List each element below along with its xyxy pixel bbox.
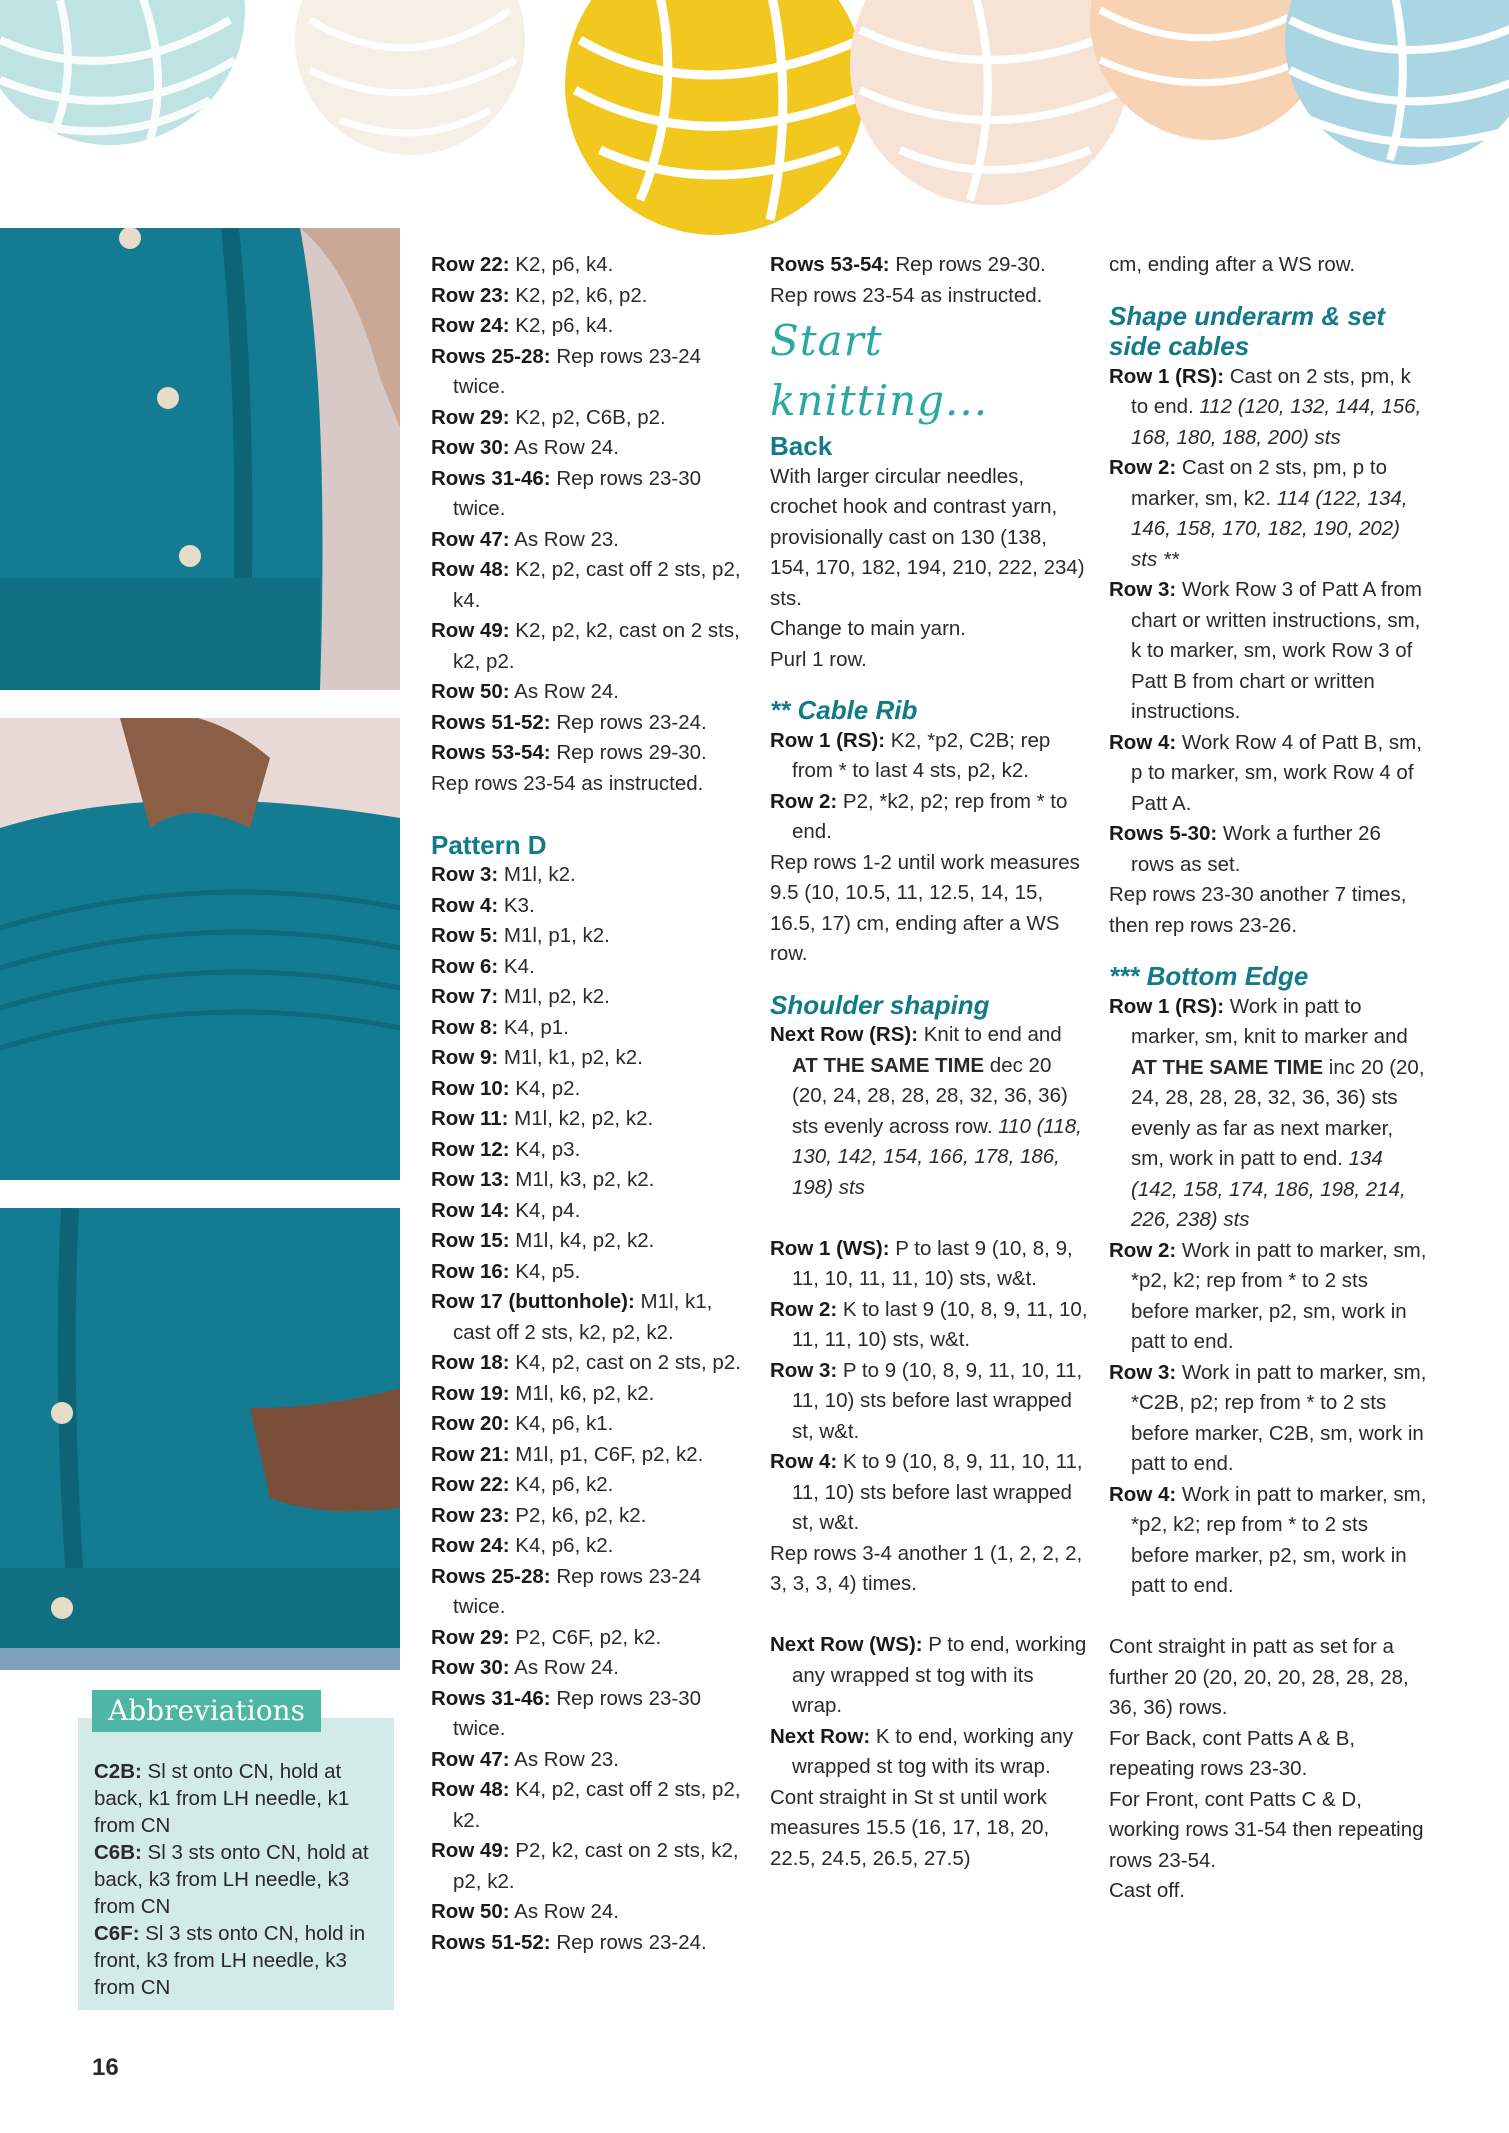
pattern-row: Row 1 (WS): P to last 9 (10, 8, 9, 11, 10, 11, 11, 10) sts, w&t. <box>770 1236 1073 1290</box>
page-number: 16 <box>92 2054 119 2081</box>
abbr-c2b: C2B: Sl st onto CN, hold at back, k1 from LH needle, k1 from CN <box>94 1760 350 1837</box>
abbr-c6f: C6F: Sl 3 sts onto CN, hold in front, k3 from LH needle, k3 from CN <box>94 1922 366 1999</box>
yarn-ball-yellow-icon <box>565 0 865 235</box>
pattern-row: Row 5: M1l, p1, k2. <box>431 924 610 947</box>
pattern-row: Row 15: M1l, k4, p2, k2. <box>431 1229 655 1252</box>
column-3 <box>1109 250 1429 1907</box>
pattern-row: Row 1 (RS): Cast on 2 sts, pm, k to end. 112 (120, 132, 144, 156, 168, 180, 188, 200) sts <box>1109 364 1422 449</box>
pattern-row: Rows 51-52: Rep rows 23-24. <box>431 1930 707 1954</box>
bottom-edge-row-1: Row 1 (RS): Work in patt to marker, sm, knit to marker and AT THE SAME TIME inc 20 (20, 24, 28, 28, 28, 32, 36, 36) sts evenly as far as next marker, sm, work in patt to end. 134 (142, 158, 174, 186, 198, 214, 226, 238) sts <box>1109 994 1425 1231</box>
finishing-line: Cont straight in patt as set for a further 20 (20, 20, 20, 28, 28, 28, 36, 36) rows. <box>1109 1635 1409 1719</box>
pattern-row: Row 48: K2, p2, cast off 2 sts, p2, k4. <box>431 558 741 612</box>
pattern-row: Rows 5-30: Work a further 26 rows as set. <box>1109 822 1381 876</box>
pattern-row: Row 4: K to 9 (10, 8, 9, 11, 10, 11, 11, 10) sts before last wrapped st, w&t. <box>770 1450 1083 1534</box>
abbr-c6b: C6B: Sl 3 sts onto CN, hold at back, k3 from LH needle, k3 from CN <box>94 1841 369 1918</box>
pattern-row: Row 30: As Row 24. <box>431 436 619 459</box>
back-text-2: Change to main yarn. <box>770 617 967 640</box>
pattern-row: Next Row (WS): P to end, working any wrapped st tog with its wrap. <box>770 1633 1087 1717</box>
pattern-row: Row 48: K4, p2, cast off 2 sts, p2, k2. <box>431 1778 741 1832</box>
pattern-d-rows <box>431 860 743 1958</box>
pattern-row: Row 3: Work Row 3 of Patt A from chart or written instructions, sm, k to marker, sm, work Row 3 of Patt B from chart or written instructions. <box>1109 578 1422 723</box>
pattern-row: Row 23: K2, p2, k6, p2. <box>431 283 648 307</box>
sweater-photo-yoke <box>0 718 400 1180</box>
back-text: With larger circular needles, crochet hook and contrast yarn, provisionally cast on 130 (138, 154, 170, 182, 194, 210, 222, 234) sts. <box>770 464 1085 610</box>
back-text-3: Purl 1 row. <box>770 647 867 671</box>
pattern-row: Row 11: M1l, k2, p2, k2. <box>431 1107 654 1130</box>
pattern-row: Row 24: K2, p6, k4. <box>431 314 614 337</box>
pattern-row: Row 3: M1l, k2. <box>431 863 576 886</box>
pattern-row: Row 49: K2, p2, k2, cast on 2 sts, k2, p2. <box>431 619 740 673</box>
bottom-edge-heading: *** Bottom Edge <box>1109 961 1309 991</box>
bottom-edge-rows <box>1109 1236 1429 1602</box>
yarn-ball-blue-icon <box>1285 0 1509 165</box>
pattern-row: Row 49: P2, k2, cast on 2 sts, k2, p2, k2. <box>431 1839 739 1893</box>
short-row-rows <box>770 1234 1088 1600</box>
pattern-row: Row 29: K2, p2, C6B, p2. <box>431 405 666 429</box>
pattern-row: Row 12: K4, p3. <box>431 1137 581 1161</box>
column-2 <box>770 250 1088 1874</box>
spacer <box>431 799 743 830</box>
pattern-c-rows <box>431 250 743 799</box>
pattern-row: Row 19: M1l, k6, p2, k2. <box>431 1381 655 1405</box>
pattern-row: Row 23: P2, k6, p2, k2. <box>431 1503 647 1527</box>
spacer <box>770 970 1088 990</box>
pattern-row: Row 20: K4, p6, k1. <box>431 1412 614 1435</box>
pattern-row: Rows 25-28: Rep rows 23-24 twice. <box>431 344 702 398</box>
finishing-line: Cast off. <box>1109 1879 1185 1902</box>
pattern-row: Rep rows 1-2 until work measures 9.5 (10, 10.5, 11, 12.5, 14, 15, 16.5, 17) cm, ending after a WS row. <box>770 850 1080 965</box>
pattern-row: Row 2: P2, *k2, p2; rep from * to end. <box>770 789 1068 843</box>
pattern-row: Rows 31-46: Rep rows 23-30 twice. <box>431 466 702 520</box>
spacer <box>1109 281 1429 301</box>
pattern-row: Rep rows 3-4 another 1 (1, 2, 2, 2, 3, 3, 3, 4) times. <box>770 1541 1083 1595</box>
pattern-row: Row 17 (buttonhole): M1l, k1, cast off 2 sts, k2, p2, k2. <box>431 1290 713 1344</box>
pattern-row: Row 24: K4, p6, k2. <box>431 1534 614 1557</box>
pattern-row: Row 21: M1l, p1, C6F, p2, k2. <box>431 1442 704 1466</box>
pattern-row: Row 14: K4, p4. <box>431 1198 581 1222</box>
yarn-ball-cream-icon <box>295 0 525 155</box>
pattern-row: Row 4: Work Row 4 of Patt B, sm, p to marker, sm, work Row 4 of Patt A. <box>1109 730 1422 815</box>
pattern-row: Row 47: As Row 23. <box>431 527 619 551</box>
pattern-d-end-rows <box>770 250 1088 311</box>
pattern-row: Row 3: P to 9 (10, 8, 9, 11, 10, 11, 11, 10) sts before last wrapped st, w&t. <box>770 1358 1083 1443</box>
finishing-line: For Back, cont Patts A & B, repeating rows 23-30. <box>1109 1726 1356 1780</box>
pattern-row: Rows 53-54: Rep rows 29-30. <box>431 741 707 764</box>
pattern-row: Next Row: K to end, working any wrapped st tog with its wrap. <box>770 1724 1074 1778</box>
pattern-row: Row 2: Work in patt to marker, sm, *p2, k2; rep from * to 2 sts before marker, p2, sm, work in patt to end. <box>1109 1238 1427 1353</box>
cont-text: cm, ending after a WS row. <box>1109 253 1356 276</box>
pattern-row: Row 50: As Row 24. <box>431 1900 619 1923</box>
yarn-ball-peach-icon <box>850 0 1130 205</box>
pattern-row: Row 4: Work in patt to marker, sm, *p2, k2; rep from * to 2 sts before marker, p2, sm, work in patt to end. <box>1109 1482 1427 1597</box>
pattern-row: Row 3: Work in patt to marker, sm, *C2B, p2; rep from * to 2 sts before marker, C2B, sm, work in patt to end. <box>1109 1360 1427 1475</box>
cable-rib-heading: ** Cable Rib <box>770 695 918 725</box>
underarm-rows <box>1109 362 1429 942</box>
yarn-ball-banner <box>0 0 1509 235</box>
pattern-row: Row 50: As Row 24. <box>431 680 619 703</box>
pattern-row: Cont straight in St st until work measures 15.5 (16, 17, 18, 20, 22.5, 24.5, 26.5, 27.5) <box>770 1785 1050 1870</box>
pattern-row: Row 4: K3. <box>431 893 535 917</box>
spacer <box>770 1203 1088 1234</box>
pattern-row: Row 7: M1l, p2, k2. <box>431 985 610 1008</box>
column-1 <box>431 250 743 1958</box>
pattern-row: Row 29: P2, C6F, p2, k2. <box>431 1625 662 1649</box>
pattern-row: Row 10: K4, p2. <box>431 1076 581 1100</box>
pattern-row: Row 2: Cast on 2 sts, pm, p to marker, sm, k2. 114 (122, 134, 146, 158, 170, 182, 190, 202) sts ** <box>1109 456 1408 571</box>
next-row-rows <box>770 1630 1088 1874</box>
pattern-row: Row 8: K4, p1. <box>431 1015 569 1039</box>
spacer <box>1109 941 1429 961</box>
pattern-row: Row 22: K4, p6, k2. <box>431 1473 614 1496</box>
pattern-row: Rep rows 23-30 another 7 times, then rep rows 23-26. <box>1109 883 1407 937</box>
pattern-row: Rows 51-52: Rep rows 23-24. <box>431 710 707 734</box>
pattern-row: Row 13: M1l, k3, p2, k2. <box>431 1168 655 1191</box>
abbreviations-title: Abbreviations <box>92 1690 321 1732</box>
pattern-row: Row 18: K4, p2, cast on 2 sts, p2. <box>431 1351 741 1374</box>
yarn-ball-teal-left-icon <box>0 0 245 145</box>
pattern-row: Rep rows 23-54 as instructed. <box>770 283 1043 307</box>
pattern-row: Rows 53-54: Rep rows 29-30. <box>770 253 1046 276</box>
start-knitting-heading: Start knitting... <box>770 316 989 425</box>
sweater-photo-front-cables <box>0 228 400 690</box>
sweater-photo-side-cable <box>0 1208 400 1670</box>
pattern-row: Row 30: As Row 24. <box>431 1656 619 1679</box>
finishing-line: For Front, cont Patts C & D, working rows 31-54 then repeating rows 23-54. <box>1109 1787 1424 1872</box>
cable-rib-rows <box>770 726 1088 970</box>
finishing-text <box>1109 1632 1429 1907</box>
pattern-row: Row 1 (RS): K2, *p2, C2B; rep from * to last 4 sts, p2, k2. <box>770 728 1051 782</box>
pattern-row: Row 9: M1l, k1, p2, k2. <box>431 1046 643 1069</box>
pattern-row: Row 22: K2, p6, k4. <box>431 253 614 276</box>
pattern-d-heading: Pattern D <box>431 829 547 860</box>
underarm-heading: Shape underarm & set side cables <box>1109 300 1385 361</box>
pattern-row: Row 16: K4, p5. <box>431 1259 581 1283</box>
shoulder-next-row: Next Row (RS): Knit to end and AT THE SAME TIME dec 20 (20, 24, 28, 28, 28, 32, 36, 36) sts evenly across row. 110 (118, 130, 142, 154, 166, 178, 186, 198) sts <box>770 1023 1082 1199</box>
pattern-row: Row 47: As Row 23. <box>431 1747 619 1771</box>
pattern-row: Rep rows 23-54 as instructed. <box>431 771 704 795</box>
spacer <box>1109 1602 1429 1633</box>
spacer <box>770 1600 1088 1631</box>
pattern-row: Rows 25-28: Rep rows 23-24 twice. <box>431 1564 702 1618</box>
shoulder-shaping-heading: Shoulder shaping <box>770 989 990 1020</box>
spacer <box>770 675 1088 695</box>
pattern-row: Rows 31-46: Rep rows 23-30 twice. <box>431 1686 702 1740</box>
pattern-row: Row 2: K to last 9 (10, 8, 9, 11, 10, 11, 11, 10) sts, w&t. <box>770 1297 1088 1351</box>
back-heading: Back <box>770 431 833 461</box>
pattern-row: Row 6: K4. <box>431 954 535 978</box>
abbreviations-box <box>78 1718 394 2010</box>
